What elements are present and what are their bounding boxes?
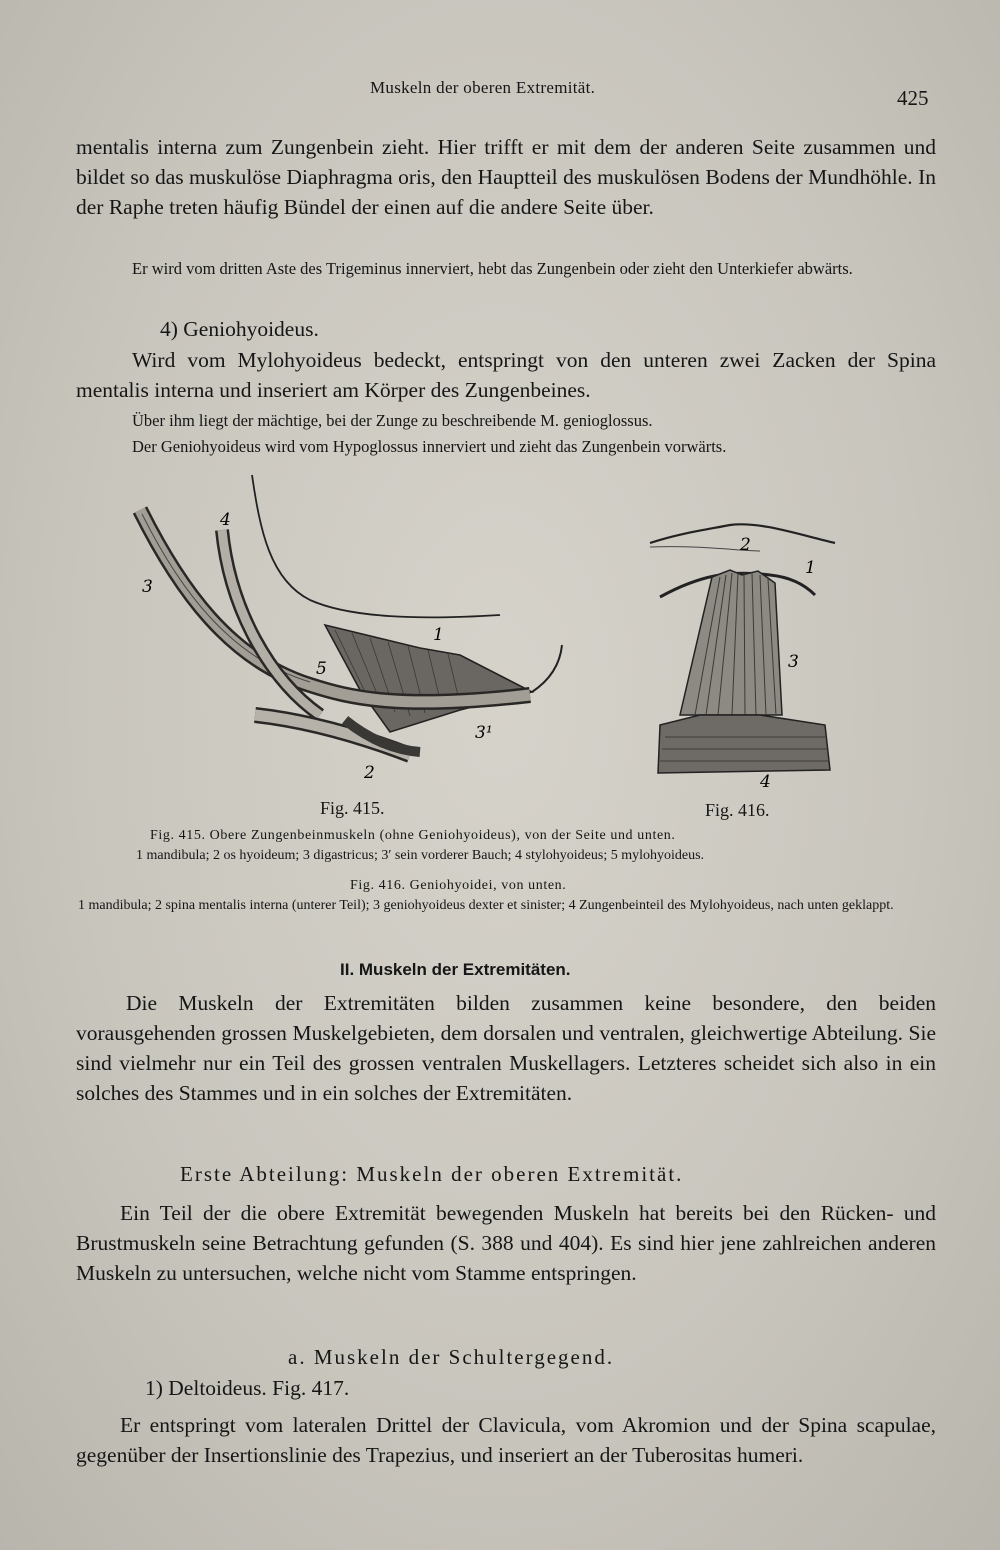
figure-415-caption: Fig. 415. [320, 798, 385, 818]
page-number: 425 [897, 86, 929, 110]
figure-415-illustration [120, 470, 580, 800]
fig415-label-3: 3 [142, 577, 153, 597]
subsubsection-title: a. Muskeln der Schultergegend. [288, 1345, 615, 1369]
paragraph-deltoideus: Er entspringt vom lateralen Drittel der Clavicula, vom Akromion und der Spina scapulae, gegenüber der Insertionslinie des Trapezius, und inseriert an der Tuberositas humeri. [76, 1413, 936, 1467]
fig415-label-3prime: 3¹ [475, 723, 493, 743]
fig416-label-1: 1 [805, 558, 816, 578]
note-hypoglossus: Der Geniohyoideus wird vom Hypoglossus innerviert und zieht das Zungenbein vorwärts. [132, 437, 727, 456]
note-innervation: Er wird vom dritten Aste des Trigeminus innerviert, hebt das Zungenbein oder zieht den Unterkiefer abwärts. [132, 259, 853, 278]
figure-416-caption: Fig. 416. [705, 800, 770, 820]
note-genioglossus: Über ihm liegt der mächtige, bei der Zunge zu beschreibende M. genioglossus. [132, 411, 653, 430]
paragraph-geniohyoideus: Wird vom Mylohyoideus bedeckt, entspringt von den unteren zwei Zacken der Spina mentalis interna und inseriert am Körper des Zungenbeines. [76, 348, 936, 402]
legend-416-items: 1 mandibula; 2 spina mentalis interna (unterer Teil); 3 geniohyoideus dexter et sinister; 4 Zungenbeinteil des Mylohyoideus, nach unten geklappt. [78, 898, 894, 913]
subsection-title: Erste Abteilung: Muskeln der oberen Extremität. [180, 1162, 684, 1186]
figure-416-illustration [640, 515, 850, 795]
legend-415-title: Fig. 415. Obere Zungenbeinmuskeln (ohne Geniohyoideus), von der Seite und unten. [150, 828, 676, 843]
paragraph-upper-extremity: Ein Teil der die obere Extremität bewegenden Muskeln hat bereits bei den Rücken- und Brustmuskeln seine Betrachtung gefunden (S. 388 und 404). Es sind hier jene zahlreichen anderen Muskeln zu untersuchen, welche nicht vom Stamme entspringen. [76, 1201, 936, 1285]
fig416-label-3: 3 [788, 652, 799, 672]
fig416-label-2: 2 [740, 535, 751, 555]
fig415-label-4: 4 [220, 510, 231, 530]
section-title: II. Muskeln der Extremitäten. [340, 960, 571, 979]
fig415-label-2: 2 [364, 763, 375, 783]
fig416-label-4: 4 [760, 772, 771, 792]
fig415-label-5: 5 [316, 659, 327, 679]
paragraph-mylohyoideus: mentalis interna zum Zungenbein zieht. Hier trifft er mit dem der anderen Seite zusammen und bildet so das muskulöse Diaphragma oris, den Hauptteil des muskulösen Bodens der Mundhöhle. In der Raphe treten häufig Bündel der einen auf die andere Seite über. [76, 135, 936, 219]
running-title: Muskeln der oberen Extremität. [370, 78, 596, 97]
legend-415-items: 1 mandibula; 2 os hyoideum; 3 digastricus; 3′ sein vorderer Bauch; 4 stylohyoideus; 5 mylohyoideus. [136, 848, 705, 863]
fig415-label-1: 1 [433, 625, 444, 645]
item-title-deltoideus: 1) Deltoideus. Fig. 417. [145, 1376, 350, 1400]
legend-416-title: Fig. 416. Geniohyoidei, von unten. [350, 878, 567, 893]
paragraph-extremities: Die Muskeln der Extremitäten bilden zusammen keine besondere, den beiden vorausgehenden grossen Muskelgebieten, dem dorsalen und ventralen, gleichwertige Abteilung. Sie sind vielmehr nur ein Teil des grossen ventralen Muskellagers. Letzteres scheidet sich also in ein solches des Stammes und in ein solches der Extremitäten. [76, 991, 936, 1105]
heading-geniohyoideus: 4) Geniohyoideus. [160, 317, 319, 341]
